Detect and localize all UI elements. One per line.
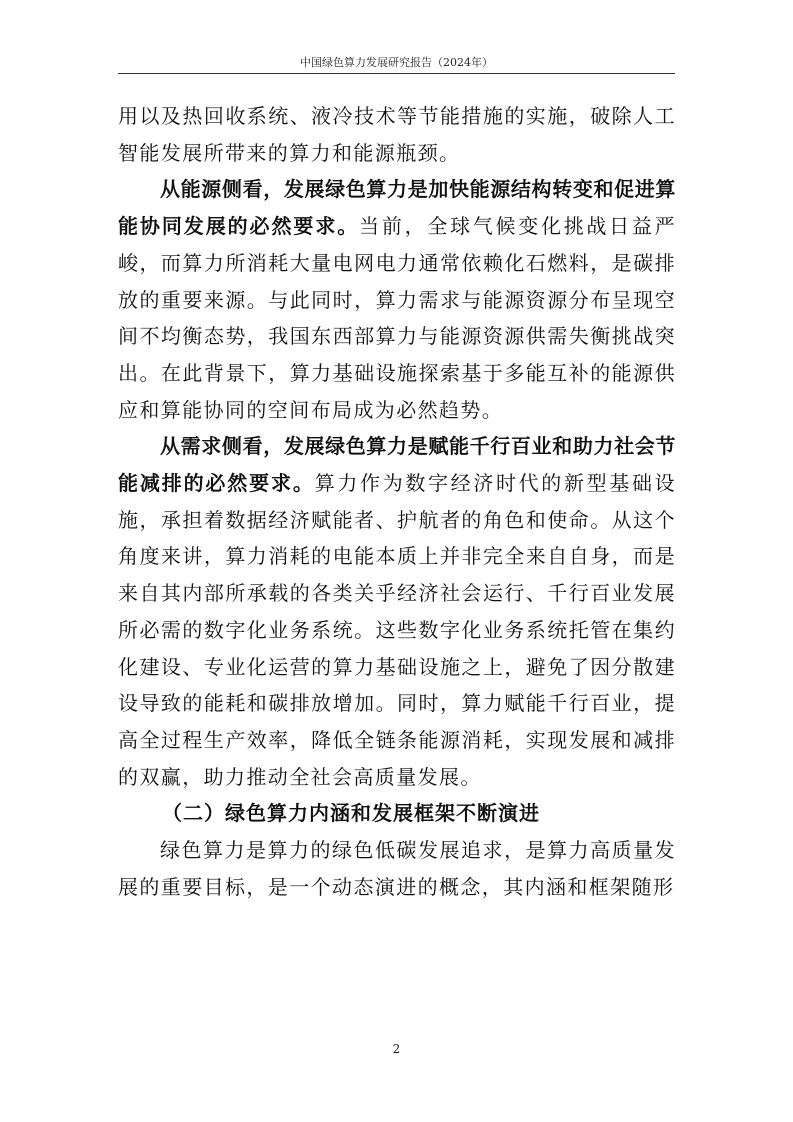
paragraph-lead-energy: 从能源侧看，发展绿色算力是加快能源结构转变和促进算能协同发展的必然要求。 [118, 177, 676, 239]
running-header: 中国绿色算力发展研究报告（2024年） [300, 56, 493, 69]
section-heading: （二）绿色算力内涵和发展框架不断演进 [162, 801, 540, 826]
paragraph-continuation: 用以及热回收系统、液冷技术等节能措施的实施，破除人工智能发展所带来的算力和能源瓶颈。 [118, 104, 676, 165]
paragraph-definition: 绿色算力是算力的绿色低碳发展追求，是算力高质量发展的重要目标，是一个动态演进的概念，其内涵和框架随形 [118, 838, 676, 899]
paragraph-body-energy: 当前，全球气候变化挑战日益严峻，而算力所消耗大量电网电力通常依赖化石燃料，是碳排放的重要来源。与此同时，算力需求与能源资源分布呈现空间不均衡态势，我国东西部算力与能源资源供需失衡挑战突出。在此背景下，算力基础设施探索基于多能互补的能源供应和算能协同的空间布局成为必然趋势。 [118, 214, 676, 422]
page-body [118, 98, 676, 905]
paragraph-lead-demand: 从需求侧看，发展绿色算力是赋能千行百业和助力社会节能减排的必然要求。 [118, 434, 676, 496]
paragraph-demand-side [118, 428, 676, 795]
paragraph-energy-side [118, 171, 676, 428]
page-number: 2 [392, 1042, 401, 1056]
header-divider [118, 73, 675, 74]
paragraph-body-demand: 算力作为数字经济时代的新型基础设施，承担着数据经济赋能者、护航者的角色和使命。从这个角度来讲，算力消耗的电能本质上并非完全来自自身，而是来自其内部所承载的各类关乎经济社会运行、千行百业发展所必需的数字化业务系统。这些数字化业务系统托管在集约化建设、专业化运营的算力基础设施之上，避免了因分散建设导致的能耗和碳排放增加。同时，算力赋能千行百业，提高全过程生产效率，降低全链条能源消耗，实现发展和减排的双赢，助力推动全社会高质量发展。 [118, 471, 677, 789]
